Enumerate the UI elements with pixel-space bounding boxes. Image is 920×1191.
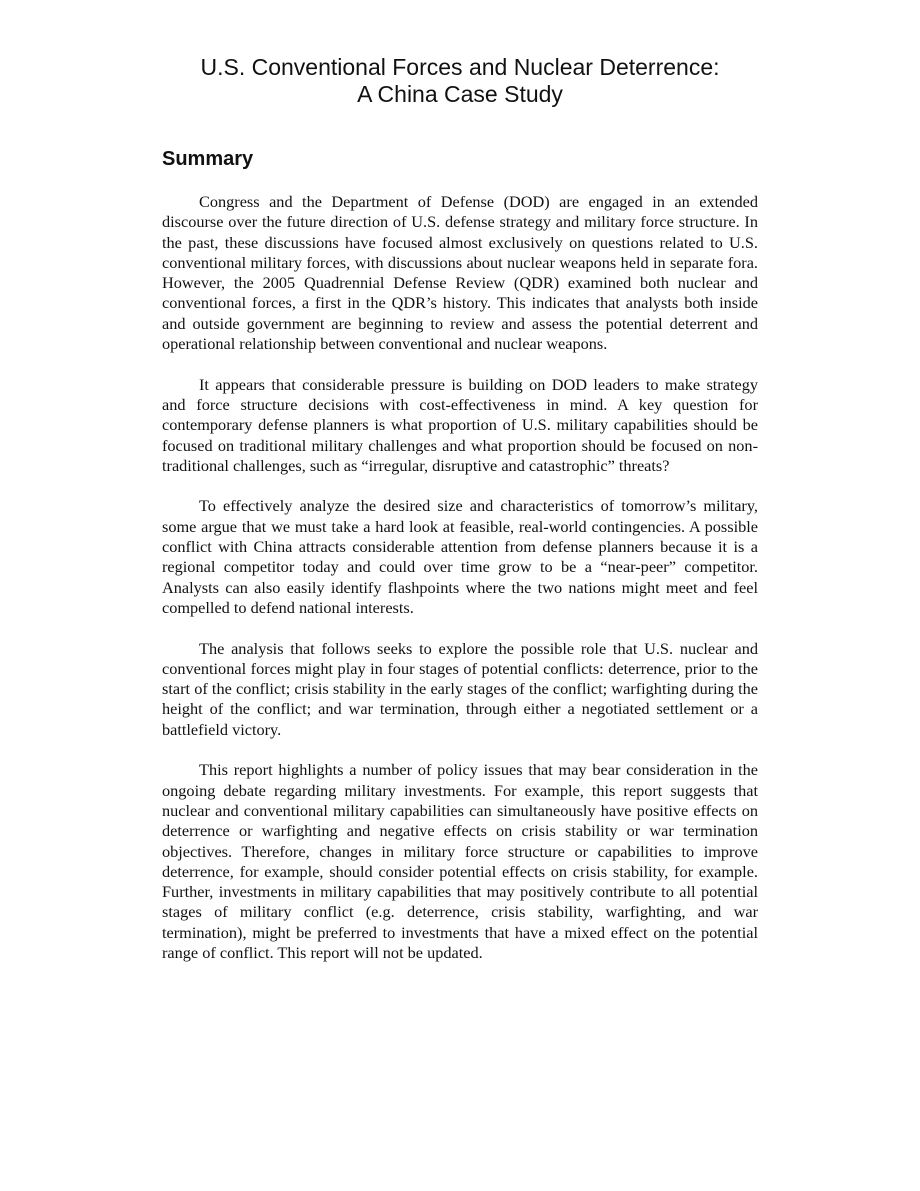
paragraph: This report highlights a number of policy issues that may bear consideration in the ongoing debate regarding military investments. For example, this report suggests that nuclear and conventional military capabilities can simultaneously have positive effects on deterrence or warfighting and negative effects on crisis stability or war termination objectives. Therefore, changes in military force structure or capabilities to improve deterrence, for example, should consider potential effects on crisis stability, for example. Further, investments in military capabilities that may positively contribute to all potential stages of military conflict (e.g. deterrence, crisis stability, warfighting, and war termination), might be preferred to investments that have a mixed effect on the potential range of conflict. This report will not be updated.	[162, 760, 758, 962]
section-heading-summary: Summary	[162, 148, 254, 170]
title-line-2: A China Case Study	[357, 81, 563, 107]
title-line-1: U.S. Conventional Forces and Nuclear Deterrence:	[200, 54, 720, 80]
paragraph: Congress and the Department of Defense (DOD) are engaged in an extended discourse over the future direction of U.S. defense strategy and military force structure. In the past, these discussions have focused almost exclusively on questions related to U.S. conventional military forces, with discussions about nuclear weapons held in separate fora. However, the 2005 Quadrennial Defense Review (QDR) examined both nuclear and conventional forces, a first in the QDR’s history. This indicates that analysts both inside and outside government are beginning to review and assess the potential deterrent and operational relationship between conventional and nuclear weapons.	[162, 192, 758, 354]
paragraph: It appears that considerable pressure is building on DOD leaders to make strategy and force structure decisions with cost-effectiveness in mind. A key question for contemporary defense planners is what proportion of U.S. military capabilities should be focused on traditional military challenges and what proportion should be focused on non-traditional challenges, such as “irregular, disruptive and catastrophic” threats?	[162, 374, 758, 475]
paragraph: The analysis that follows seeks to explore the possible role that U.S. nuclear and conventional forces might play in four stages of potential conflicts: deterrence, prior to the start of the conflict; crisis stability in the early stages of the conflict; warfighting during the height of the conflict; and war termination, through either a negotiated settlement or a battlefield victory.	[162, 638, 758, 739]
document-title	[162, 54, 758, 108]
summary-body	[162, 192, 758, 984]
paragraph: To effectively analyze the desired size and characteristics of tomorrow’s military, some argue that we must take a hard look at feasible, real-world contingencies. A possible conflict with China attracts considerable attention from defense planners because it is a regional competitor today and could over time grow to be a “near-peer” competitor. Analysts can also easily identify flashpoints where the two nations might meet and feel compelled to defend national interests.	[162, 496, 758, 617]
document-page	[162, 54, 758, 962]
